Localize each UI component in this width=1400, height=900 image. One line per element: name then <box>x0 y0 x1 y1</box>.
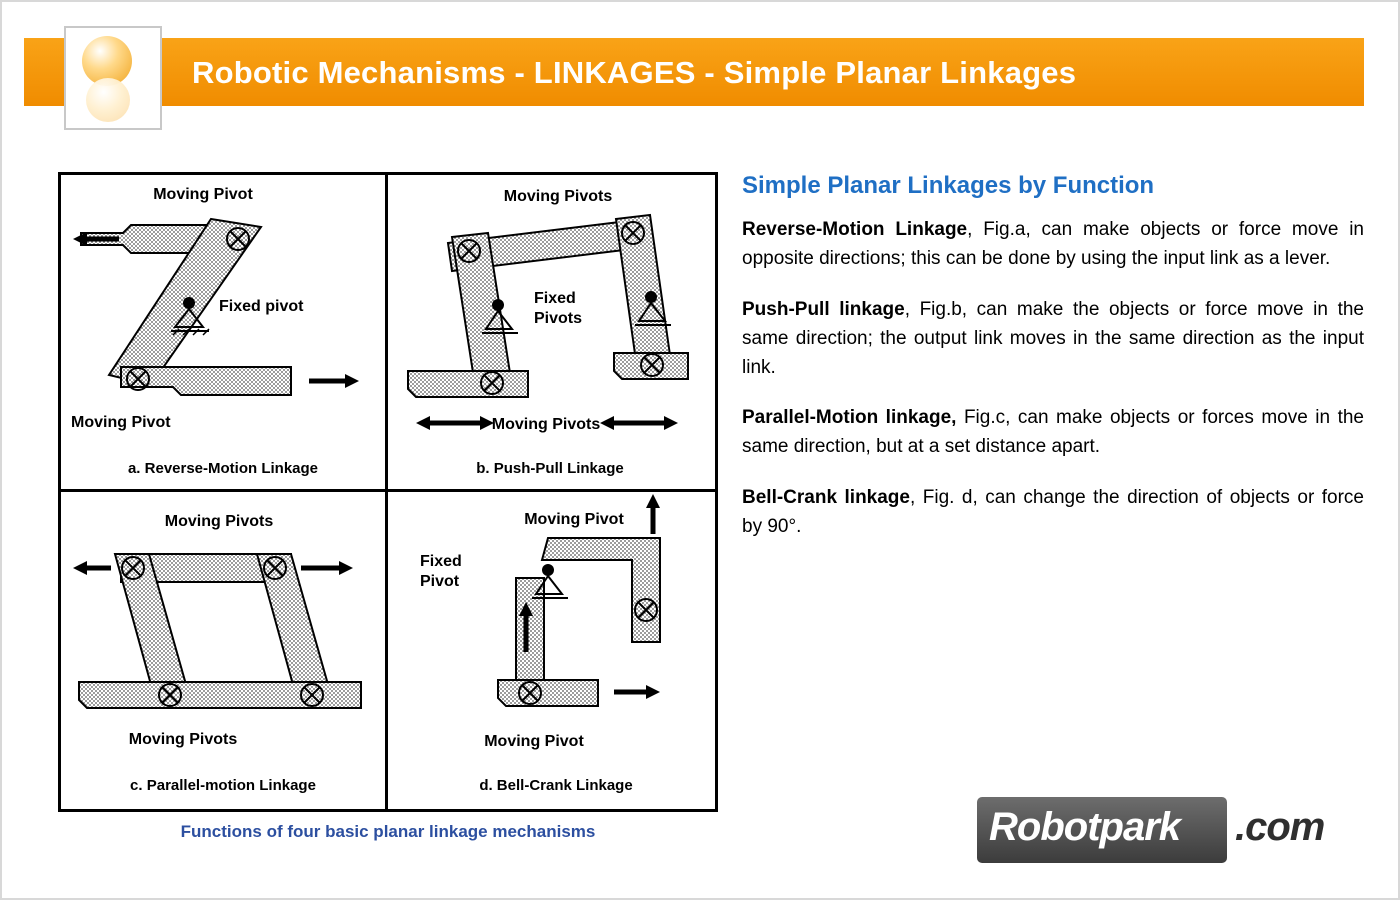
paragraph-body: Fig.c, can make objects or forces move in the same direction, but at a set distance apart. <box>742 407 1364 458</box>
content-column <box>742 172 1364 564</box>
paragraph-lead: Push-Pull linkage <box>742 298 905 320</box>
paragraph-lead: Reverse-Motion Linkage <box>742 219 968 240</box>
figure-caption: Functions of four basic planar linkage mechanisms <box>180 822 596 841</box>
sphere-shadow-icon <box>86 78 130 122</box>
logo-box <box>64 26 162 130</box>
figure-panel-b <box>388 175 715 492</box>
svg-text:Moving Pivot: Moving Pivot <box>71 414 171 431</box>
robotpark-logo <box>977 797 1347 863</box>
paragraph-lead: Bell-Crank linkage <box>742 487 910 509</box>
paragraph-bell-crank <box>742 484 1364 542</box>
svg-text:Fixed: Fixed <box>534 290 576 307</box>
svg-text:Moving Pivot: Moving Pivot <box>524 511 624 528</box>
svg-text:Moving Pivots: Moving Pivots <box>503 188 613 205</box>
svg-text:Fixed: Fixed <box>420 553 462 570</box>
svg-text:b. Push-Pull Linkage: b. Push-Pull Linkage <box>476 460 624 477</box>
svg-text:Moving Pivots: Moving Pivots <box>128 731 238 748</box>
brand-word: Robotpark <box>989 805 1180 849</box>
linkage-figure-grid <box>58 172 718 812</box>
svg-text:Fixed pivot: Fixed pivot <box>219 298 304 315</box>
svg-text:Moving Pivot: Moving Pivot <box>153 186 253 203</box>
paragraph-reverse-motion <box>742 216 1364 274</box>
paragraph-push-pull <box>742 296 1364 383</box>
content-title: Simple Planar Linkages by Function <box>742 172 1155 199</box>
figure-panel-c <box>61 492 388 809</box>
svg-text:Moving Pivot: Moving Pivot <box>484 733 584 750</box>
svg-text:c. Parallel-motion Linkage: c. Parallel-motion Linkage <box>130 777 316 794</box>
svg-text:d. Bell-Crank Linkage: d. Bell-Crank Linkage <box>479 777 633 794</box>
page-title: Robotic Mechanisms - LINKAGES - Simple Planar Linkages <box>192 55 1077 90</box>
svg-text:a. Reverse-Motion Linkage: a. Reverse-Motion Linkage <box>127 460 319 477</box>
paragraph-lead: Parallel-Motion linkage, <box>742 407 957 429</box>
brand-suffix: .com <box>1235 805 1325 849</box>
figure-panel-d <box>388 492 715 809</box>
svg-text:Moving Pivots: Moving Pivots <box>491 416 601 433</box>
svg-text:Moving Pivots: Moving Pivots <box>164 513 274 530</box>
paragraph-body: , Fig.b, can make the objects or force move in the same direction; the output link moves in the same direction as the input link. <box>742 298 1364 378</box>
svg-text:Pivot: Pivot <box>420 573 460 590</box>
paragraph-parallel-motion <box>742 404 1364 462</box>
paragraph-body: , Fig.a, can make objects or force move in opposite directions; this can be done by using the input link as a lever. <box>742 219 1364 269</box>
figure-panel-a <box>61 175 388 492</box>
paragraph-body: , Fig. d, can change the direction of objects or force by 90°. <box>742 487 1364 537</box>
svg-text:Pivots: Pivots <box>534 310 583 327</box>
